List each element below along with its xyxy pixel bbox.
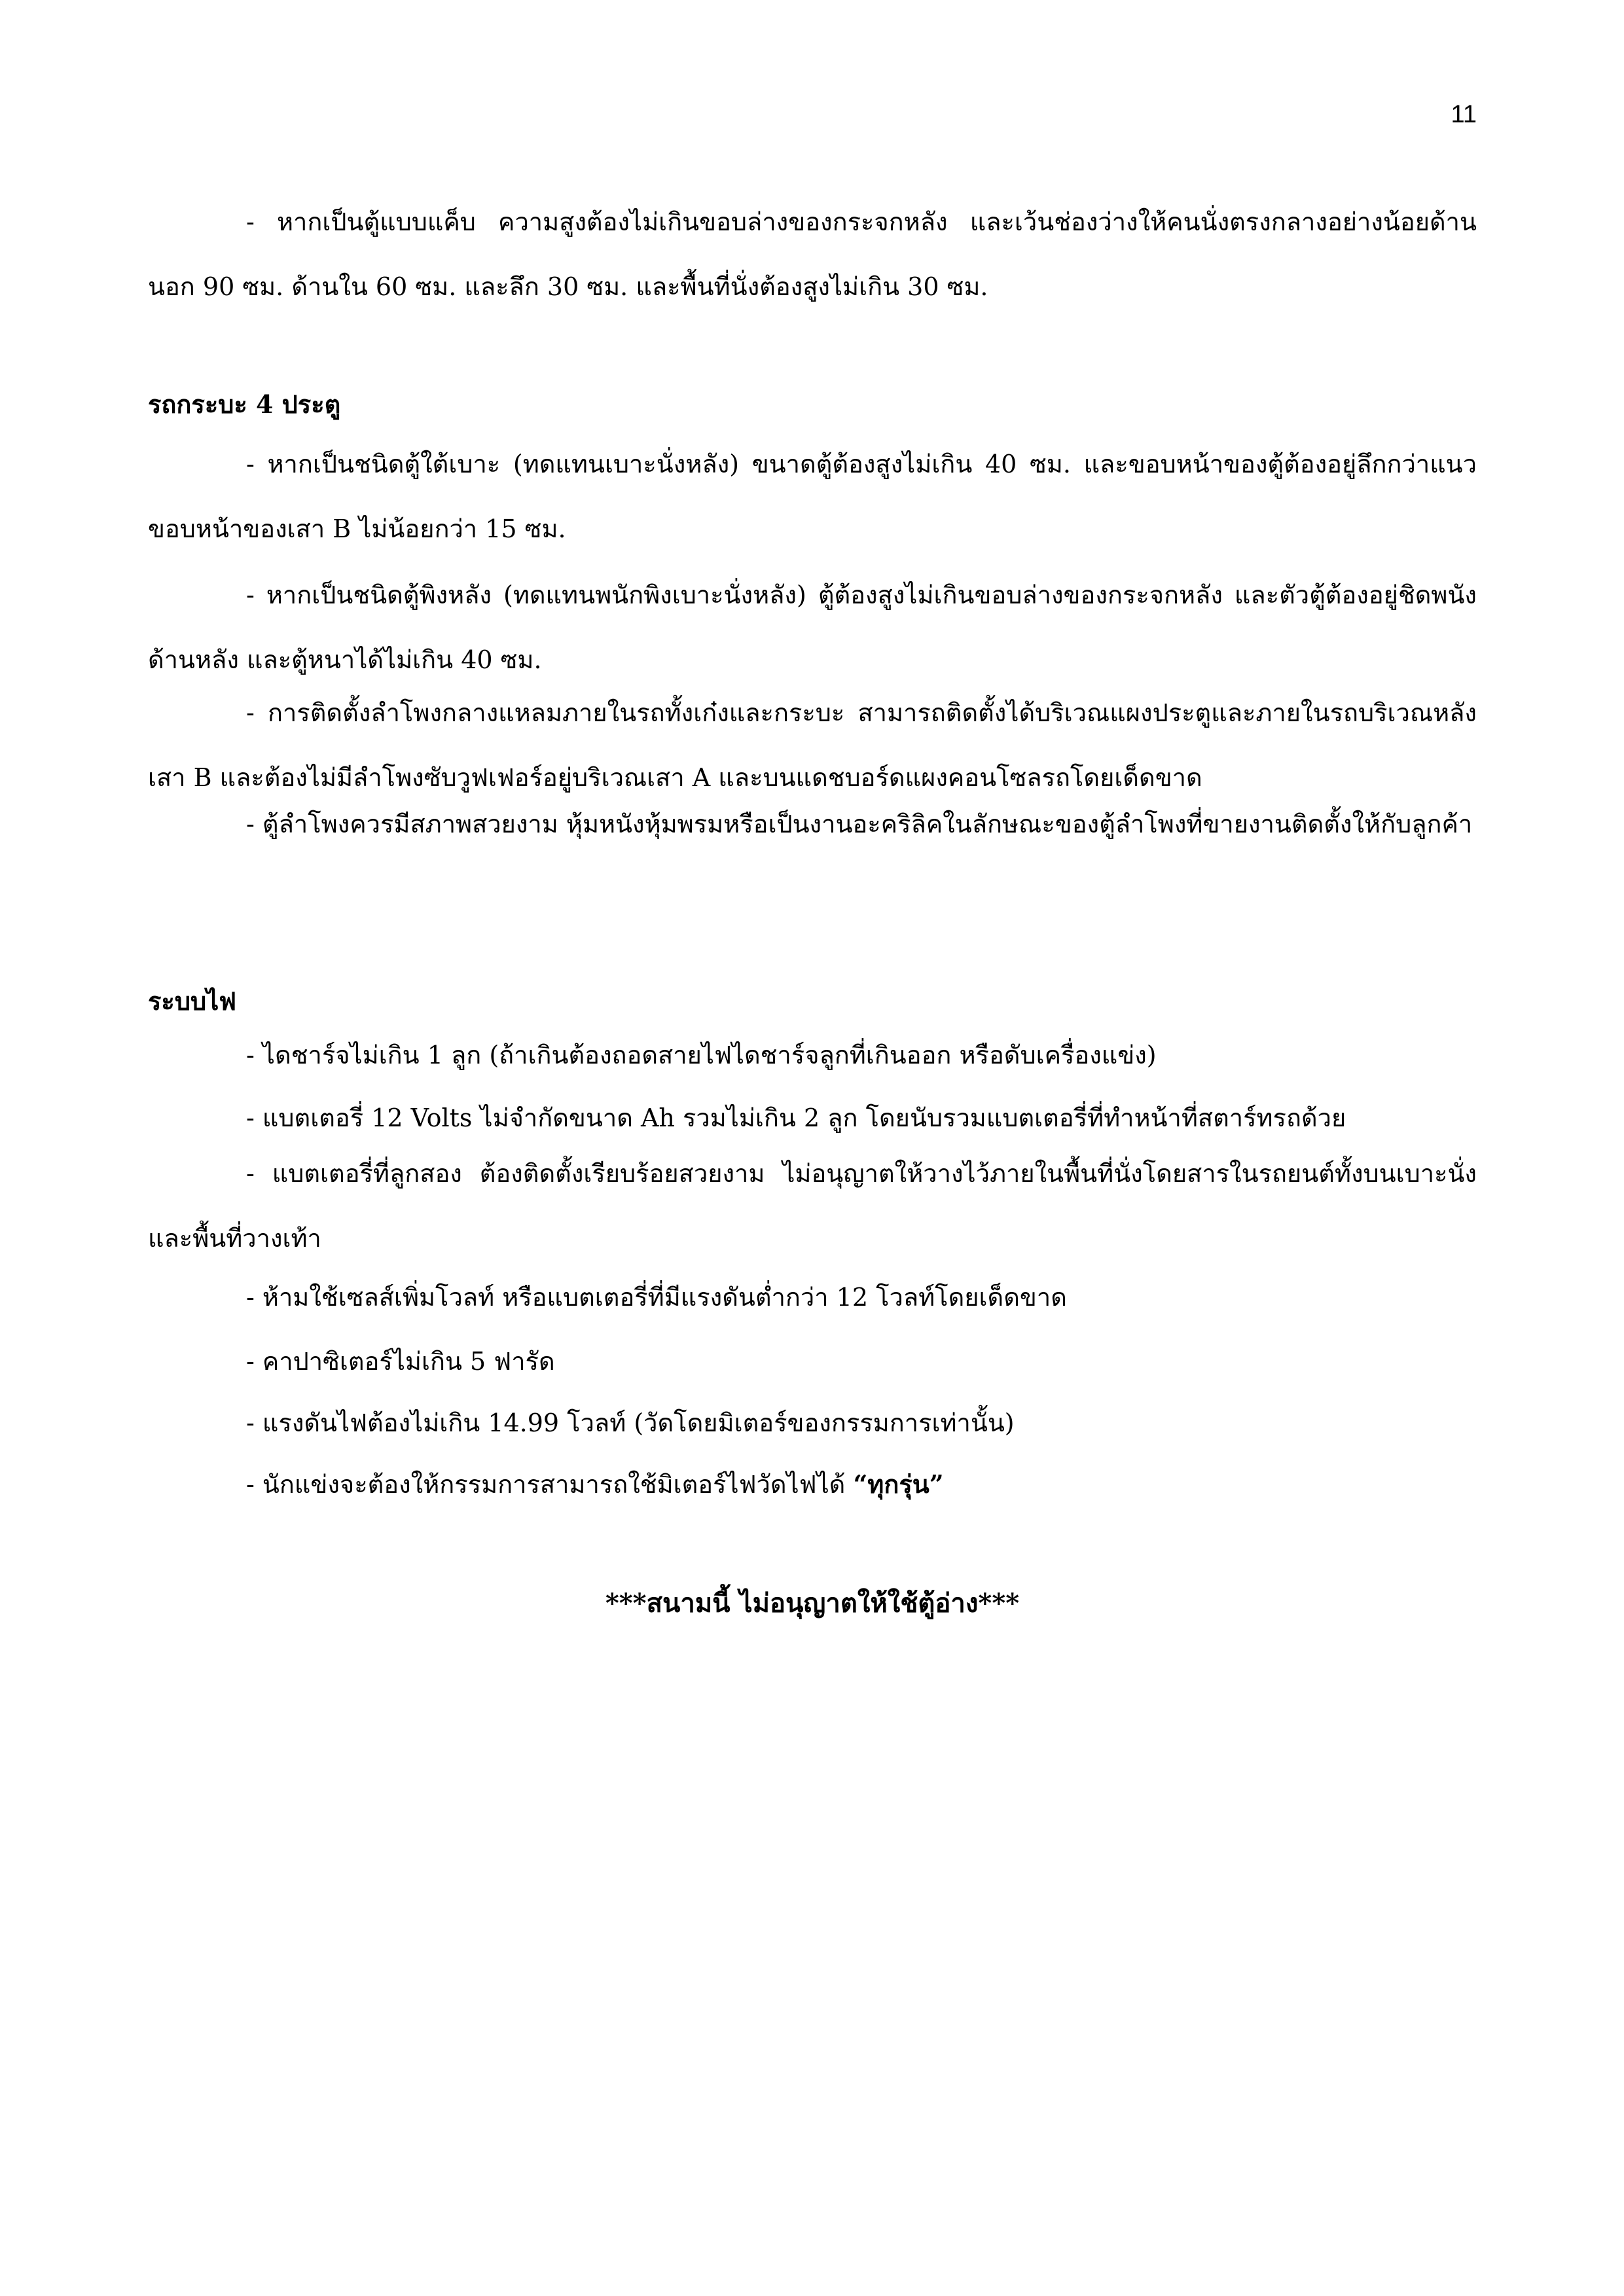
page-number: 11 (1451, 101, 1477, 128)
speaker-box-finish-paragraph: - ตู้ลำโพงควรมีสภาพสวยงาม หุ้มหนังหุ้มพรมหรือเป็นงานอะคริลิคในลักษณะของตู้ลำโพงที่ขายงานติดตั้งให้กับลูกค้า (246, 810, 1473, 838)
battery-rule: - แบตเตอรี่ 12 Volts ไม่จำกัดขนาด Ah รวมไม่เกิน 2 ลูก โดยนับรวมแบตเตอรี่ที่ทำหน้าที่สตาร์ทรถด้วย (246, 1103, 1346, 1132)
capacitor-rule: - คาปาซิเตอร์ไม่เกิน 5 ฟารัด (246, 1347, 555, 1376)
meter-rule (246, 1465, 944, 1504)
second-battery-paragraph: - แบตเตอรี่ที่ลูกสอง ต้องติดตั้งเรียบร้อยสวยงาม ไม่อนุญาตให้วางไว้ภายในพื้นที่นั่งโดยสารในรถยนต์ทั้งบนเบาะนั่งและพื้นที่วางเท้า (148, 1159, 1477, 1253)
max-voltage-rule: - แรงดันไฟต้องไม่เกิน 14.99 โวลท์ (วัดโดยมิเตอร์ของกรรมการเท่านั้น) (246, 1408, 1015, 1437)
alternator-rule: - ไดชาร์จไม่เกิน 1 ลูก (ถ้าเกินต้องถอดสายไฟไดชาร์จลูกที่เกินออก หรือดับเครื่องแข่ง) (246, 1041, 1157, 1069)
voltage-booster-rule: - ห้ามใช้เซลส์เพิ่มโวลท์ หรือแบตเตอรี่ที่มีแรงดันต่ำกว่า 12 โวลท์โดยเด็ดขาด (246, 1283, 1067, 1312)
meter-rule-text: - นักแข่งจะต้องให้กรรมการสามารถใช้มิเตอร์ไฟวัดไฟได้ (246, 1470, 854, 1499)
midrange-speaker-paragraph: - การติดตั้งลำโพงกลางแหลมภายในรถทั้งเก๋งและกระบะ สามารถติดตั้งได้บริเวณแผงประตูและภายในรถบริเวณหลังเสา B และต้องไม่มีลำโพงซับวูฟเฟอร์อยู่บริเวณเสา A และบนแดชบอร์ดแผงคอนโซลรถโดยเด็ดขาด (148, 698, 1477, 792)
cab-box-paragraph: - หากเป็นตู้แบบแค็บ ความสูงต้องไม่เกินขอบล่างของกระจกหลัง และเว้นช่องว่างให้คนนั่งตรงกลางอย่างน้อยด้านนอก 90 ซม. ด้านใน 60 ซม. และลึก 30 ซม. และพื้นที่นั่งต้องสูงไม่เกิน 30 ซม. (148, 207, 1477, 301)
meter-rule-emphasis: “ทุกรุ่น” (853, 1469, 944, 1499)
backrest-box-paragraph: - หากเป็นชนิดตู้พิงหลัง (ทดแทนพนักพิงเบาะนั่งหลัง) ตู้ต้องสูงไม่เกินขอบล่างของกระจกหลัง และตัวตู้ต้องอยู่ชิดพนังด้านหลัง และตู้หนาได้ไม่เกิน 40 ซม. (148, 581, 1477, 674)
electrical-heading: ระบบไฟ (148, 986, 237, 1016)
no-bandpass-box-notice: ***สนามนี้ ไม่อนุญาตให้ใช้ตู้อ่าง*** (605, 1588, 1020, 1619)
underseat-box-paragraph: - หากเป็นชนิดตู้ใต้เบาะ (ทดแทนเบาะนั่งหลัง) ขนาดตู้ต้องสูงไม่เกิน 40 ซม. และขอบหน้าของตู้ต้องอยู่ลึกกว่าแนวขอบหน้าของเสา B ไม่น้อยกว่า 15 ซม. (148, 450, 1477, 543)
pickup-heading: รถกระบะ 4 ประตู (148, 389, 341, 419)
